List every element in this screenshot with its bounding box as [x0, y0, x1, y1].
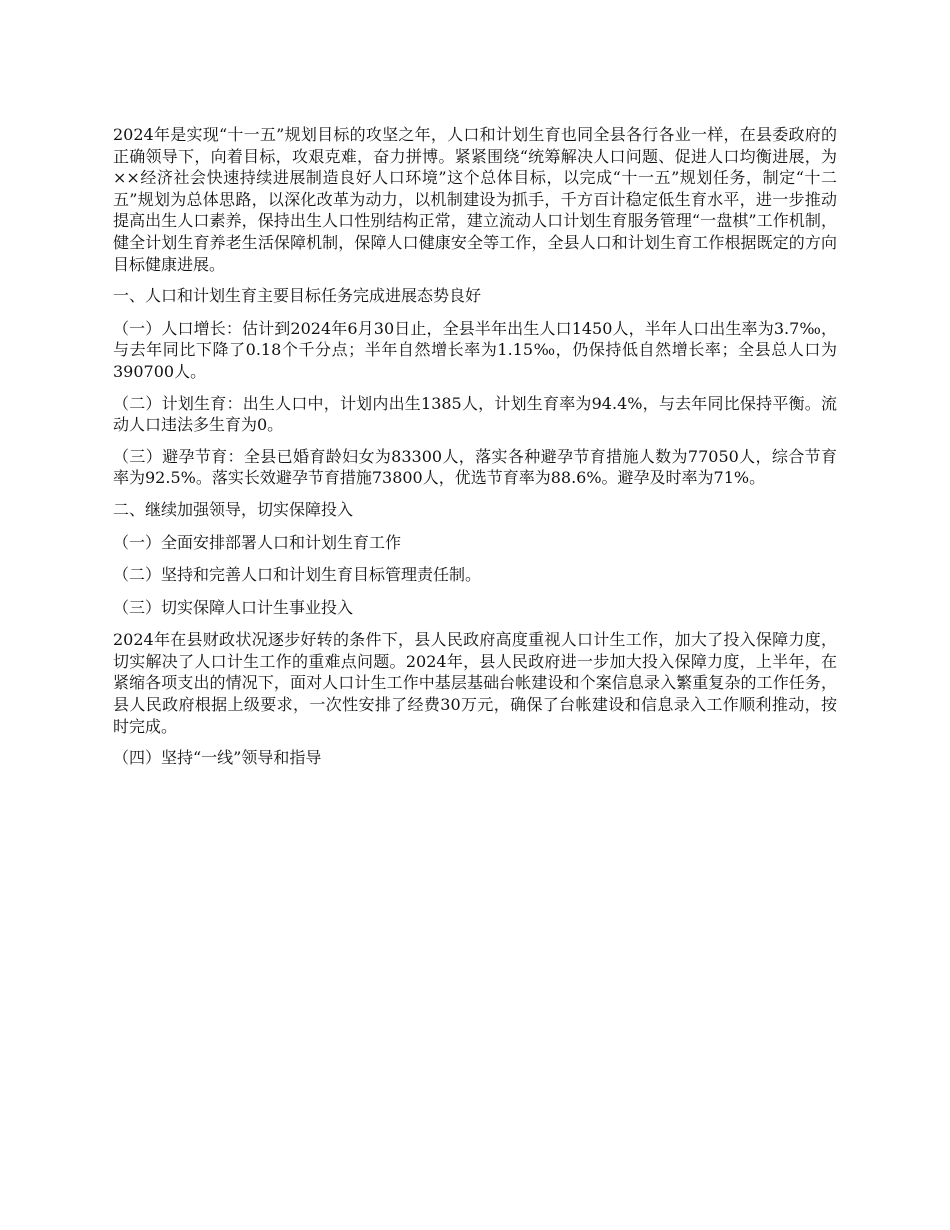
section-heading-2: 二、继续加强领导，切实保障投入: [113, 499, 354, 519]
population-growth-paragraph: （一）人口增长：估计到2024年6月30日止，全县半年出生人口1450人，半年人口出生率为3.7‰，与去年同比下降了0.18个千分点；半年自然增长率为1.15‰，仍保持低自然增长率；全县总人口为390700人。: [113, 318, 837, 381]
subheading-2-3: （三）切实保障人口计生事业投入: [113, 597, 354, 617]
section-heading-1: 一、人口和计划生育主要目标任务完成进展态势良好: [113, 286, 482, 306]
subheading-2-2: （二）坚持和完善人口和计划生育目标管理责任制。: [113, 565, 482, 585]
subheading-2-4: （四）坚持“一线”领导和指导: [113, 748, 322, 768]
subheading-2-1: （一）全面安排部署人口和计划生育工作: [113, 532, 402, 552]
contraception-paragraph: （三）避孕节育：全县已婚育龄妇女为83300人，落实各种避孕节育措施人数为77050人，综合节育率为92.5%。落实长效避孕节育措施73800人，优选节育率为88.6%。避孕及时率为71%。: [113, 446, 837, 488]
intro-paragraph: 2024年是实现“十一五”规划目标的攻坚之年，人口和计划生育也同全县各行各业一样，在县委政府的正确领导下，向着目标，攻艰克难，奋力拼博。紧紧围绕“统筹解决人口问题、促进人口均衡进展，为××经济社会快速持续进展制造良好人口环境”这个总体目标，以完成“十一五”规划任务，制定“十二五”规划为总体思路，以深化改革为动力，以机制建设为抓手，千方百计稳定低生育水平，进一步推动提高出生人口素养，保持出生人口性别结构正常，建立流动人口计划生育服务管理“一盘棋”工作机制，健全计划生育养老生活保障机制，保障人口健康安全等工作，全县人口和计划生育工作根据既定的方向目标健康进展。: [113, 125, 837, 274]
funding-paragraph: 2024年在县财政状况逐步好转的条件下，县人民政府高度重视人口计生工作，加大了投入保障力度，切实解决了人口计生工作的重难点问题。2024年，县人民政府进一步加大投入保障力度，上半年，在紧缩各项支出的情况下，面对人口计生工作中基层基础台帐建设和个案信息录入繁重复杂的工作任务，县人民政府根据上级要求，一次性安排了经费30万元，确保了台帐建设和信息录入工作顺利推动，按时完成。: [113, 630, 837, 736]
document-body: [113, 124, 837, 780]
family-planning-paragraph: （二）计划生育：出生人口中，计划内出生1385人，计划生育率为94.4%，与去年同比保持平衡。流动人口违法多生育为0。: [113, 393, 837, 435]
